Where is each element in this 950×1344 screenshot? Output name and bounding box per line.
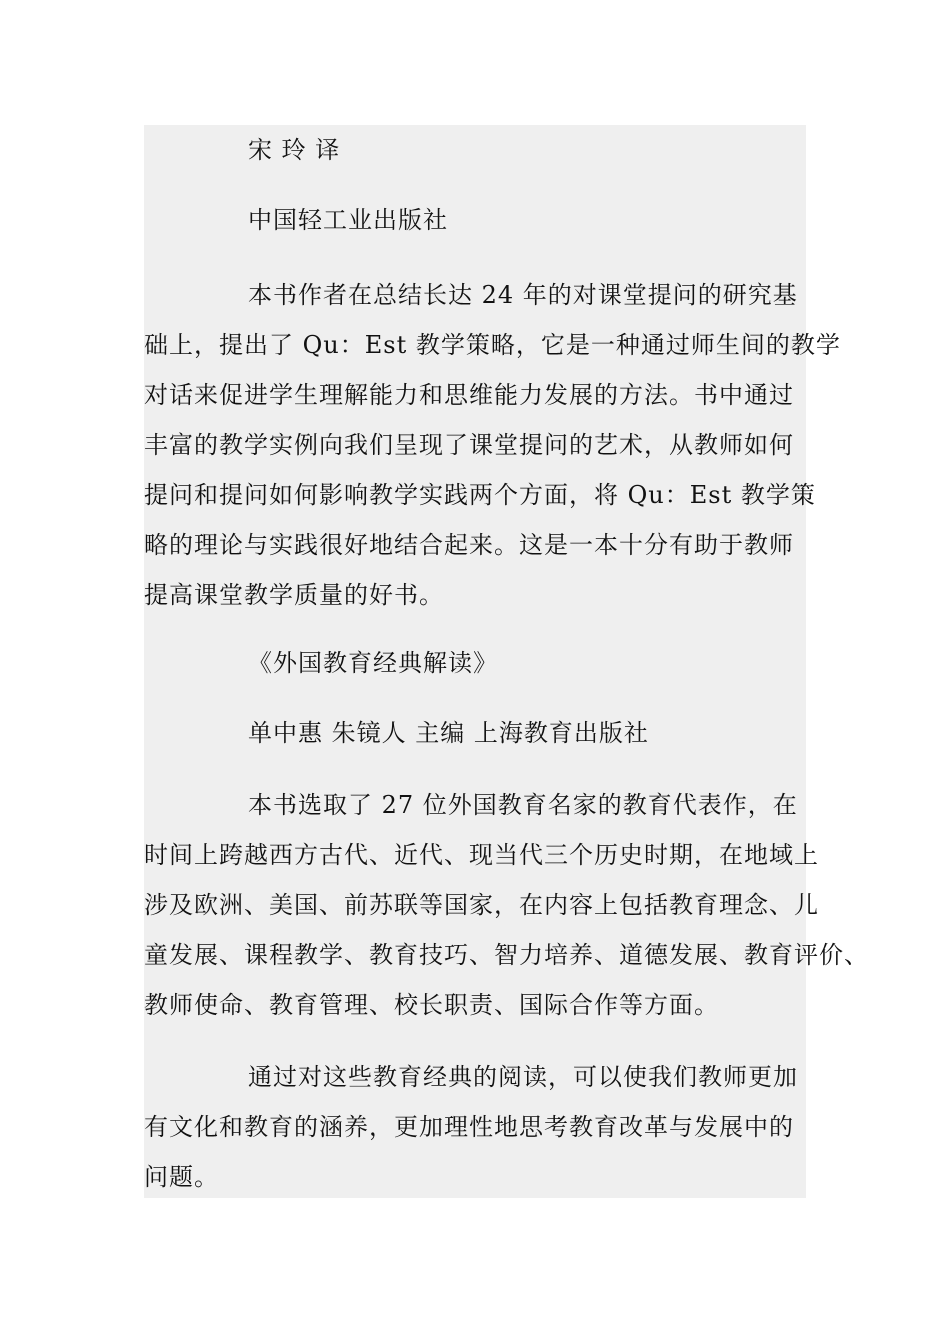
desc1-line: 本书作者在总结长达 24 年的对课堂提问的研究基 xyxy=(248,281,798,309)
desc1-line: 提高课堂教学质量的好书。 xyxy=(144,581,444,609)
desc2-line: 教师使命、教育管理、校长职责、国际合作等方面。 xyxy=(144,991,719,1019)
editors-text: 单中惠 朱镜人 主编 上海教育出版社 xyxy=(248,719,649,747)
desc1-line: 丰富的教学实例向我们呈现了课堂提问的艺术，从教师如何 xyxy=(144,431,794,459)
translator-text: 宋 玲 译 xyxy=(248,136,341,164)
editors-line xyxy=(144,708,649,758)
desc3-line: 通过对这些教育经典的阅读，可以使我们教师更加 xyxy=(248,1063,798,1091)
document-page xyxy=(144,125,869,1198)
desc1-line: 提问和提问如何影响教学实践两个方面，将 Qu：Est 教学策 xyxy=(144,481,816,509)
book-title: 《外国教育经典解读》 xyxy=(248,649,498,677)
desc1-line: 对话来促进学生理解能力和思维能力发展的方法。书中通过 xyxy=(144,381,794,409)
desc2-line: 涉及欧洲、美国、前苏联等国家，在内容上包括教育理念、儿 xyxy=(144,891,819,919)
desc2-line: 本书选取了 27 位外国教育名家的教育代表作，在 xyxy=(248,791,798,819)
publisher-text: 中国轻工业出版社 xyxy=(248,206,448,234)
desc2-line: 时间上跨越西方古代、近代、现当代三个历史时期，在地域上 xyxy=(144,841,819,869)
desc1-line: 础上，提出了 Qu：Est 教学策略，它是一种通过师生间的教学 xyxy=(144,331,841,359)
description-paragraph-1 xyxy=(144,270,841,620)
desc2-line: 童发展、课程教学、教育技巧、智力培养、道德发展、教育评价、 xyxy=(144,941,869,969)
description-paragraph-2 xyxy=(144,780,869,1030)
translator-line xyxy=(144,125,340,175)
desc3-line: 问题。 xyxy=(144,1163,219,1191)
desc1-line: 略的理论与实践很好地结合起来。这是一本十分有助于教师 xyxy=(144,531,794,559)
desc3-line: 有文化和教育的涵养，更加理性地思考教育改革与发展中的 xyxy=(144,1113,794,1141)
publisher-line-1 xyxy=(144,195,448,245)
description-paragraph-3 xyxy=(144,1052,798,1202)
book-title-line xyxy=(144,638,498,688)
